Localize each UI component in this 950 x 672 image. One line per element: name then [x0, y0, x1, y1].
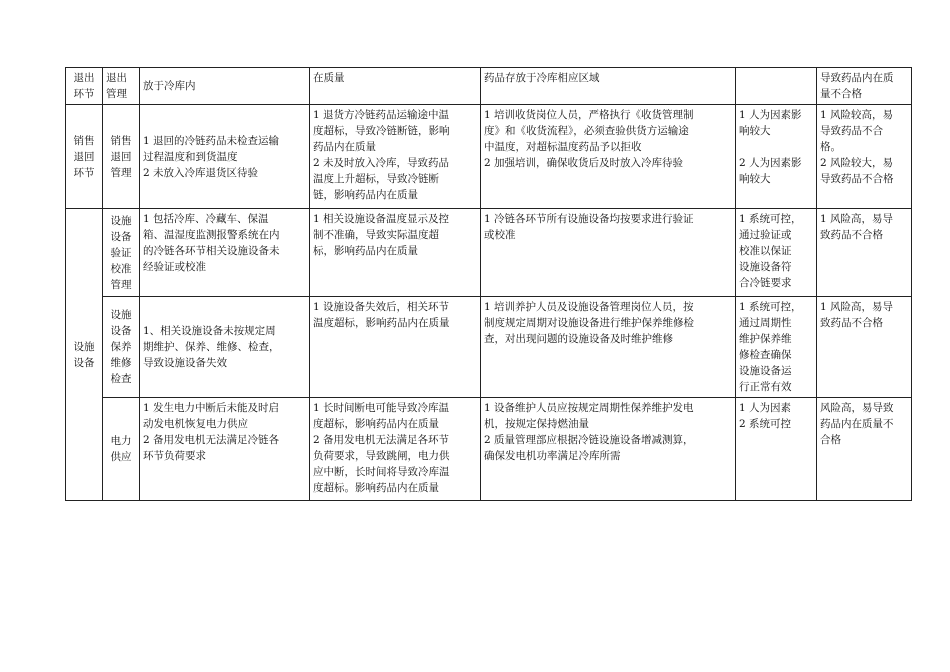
result-cell: 1 风险较高，易 导致药品不合 格。 2 风险较大，易 导致药品不合格 [817, 105, 912, 209]
impact-cell: 1 退货方冷链药品运输途中温 度超标，导致冷链断链，影响 药品内在质量 2 未及时放入冷库，导致药品 温度上升超标，导致冷链断 链，影响药品内在质量 [310, 105, 481, 209]
risk-cell: 1、相关设施设备未按规定周 期维护、保养、维修、检查， 导致设施设备失效 [140, 297, 310, 398]
control-cell: 1 冷链各环节所有设施设备均按要求进行验证 或校准 [481, 209, 736, 297]
stage-cell: 销售 退回 环节 [66, 105, 103, 209]
result-cell: 风险高，易导致 药品内在质量不 合格 [817, 398, 912, 501]
stage-cell: 设施 设备 [66, 209, 103, 501]
table-row [66, 105, 912, 209]
risk-assessment-table [65, 67, 912, 501]
impact-cell: 1 设施设备失效后，相关环节 温度超标，影响药品内在质量 [310, 297, 481, 398]
management-cell: 设施 设备 验证 校准 管理 [103, 209, 140, 297]
table-row [66, 297, 912, 398]
evaluation-cell: 1 系统可控， 通过周期性 维护保养维 修检查确保 设施设备运 行正常有效 [736, 297, 817, 398]
management-cell: 销售 退回 管理 [103, 105, 140, 209]
management-cell: 设施 设备 保养 维修 检查 [103, 297, 140, 398]
control-cell: 1 设备维护人员应按规定周期性保养维护发电 机，按规定保持燃油量 2 质量管理部应根据冷链设施设备增减测算， 确保发电机功率满足冷库所需 [481, 398, 736, 501]
impact-cell: 1 相关设施设备温度显示及控 制不准确，导致实际温度超 标，影响药品内在质量 [310, 209, 481, 297]
result-cell: 1 风险高，易导 致药品不合格 [817, 297, 912, 398]
evaluation-cell: 1 人为因素 2 系统可控 [736, 398, 817, 501]
risk-cell: 1 退回的冷链药品未检查运输 过程温度和到货温度 2 未放入冷库退货区待验 [140, 105, 310, 209]
control-cell: 1 培训收货岗位人员，严格执行《收货管理制 度》和《收货流程》，必须查验供货方运输途 中温度，对超标温度药品予以拒收 2 加强培训，确保收货后及时放入冷库待验 [481, 105, 736, 209]
evaluation-cell: 1 系统可控， 通过验证或 校准以保证 设施设备符 合冷链要求 [736, 209, 817, 297]
header-col-6 [736, 68, 817, 105]
header-col-7: 导致药品内在质 量不合格 [817, 68, 912, 105]
header-exit-management: 退出 管理 [103, 68, 140, 105]
risk-cell: 1 包括冷库、冷藏车、保温 箱、温湿度监测报警系统在内 的冷链各环节相关设施设备未 经验证或校准 [140, 209, 310, 297]
header-col-5: 药品存放于冷库相应区域 [481, 68, 736, 105]
header-col-4: 在质量 [310, 68, 481, 105]
result-cell: 1 风险高，易导 致药品不合格 [817, 209, 912, 297]
evaluation-cell: 1 人为因素影 响较大 2 人为因素影 响较大 [736, 105, 817, 209]
header-col-3: 放于冷库内 [140, 68, 310, 105]
header-exit-stage: 退出 环节 [66, 68, 103, 105]
control-cell: 1 培训养护人员及设施设备管理岗位人员，按 制度规定周期对设施设备进行维护保养维修检 查，对出现问题的设施设备及时维护维修 [481, 297, 736, 398]
impact-cell: 1 长时间断电可能导致冷库温 度超标，影响药品内在质量 2 备用发电机无法满足各环节 负荷要求，导致跳闸，电力供 应中断，长时间将导致冷库温 度超标。影响药品内在质量 [310, 398, 481, 501]
table-row [66, 398, 912, 501]
table-row [66, 209, 912, 297]
risk-cell: 1 发生电力中断后未能及时启 动发电机恢复电力供应 2 备用发电机无法满足冷链各 环节负荷要求 [140, 398, 310, 501]
table-header-row [66, 68, 912, 105]
management-cell: 电力 供应 [103, 398, 140, 501]
